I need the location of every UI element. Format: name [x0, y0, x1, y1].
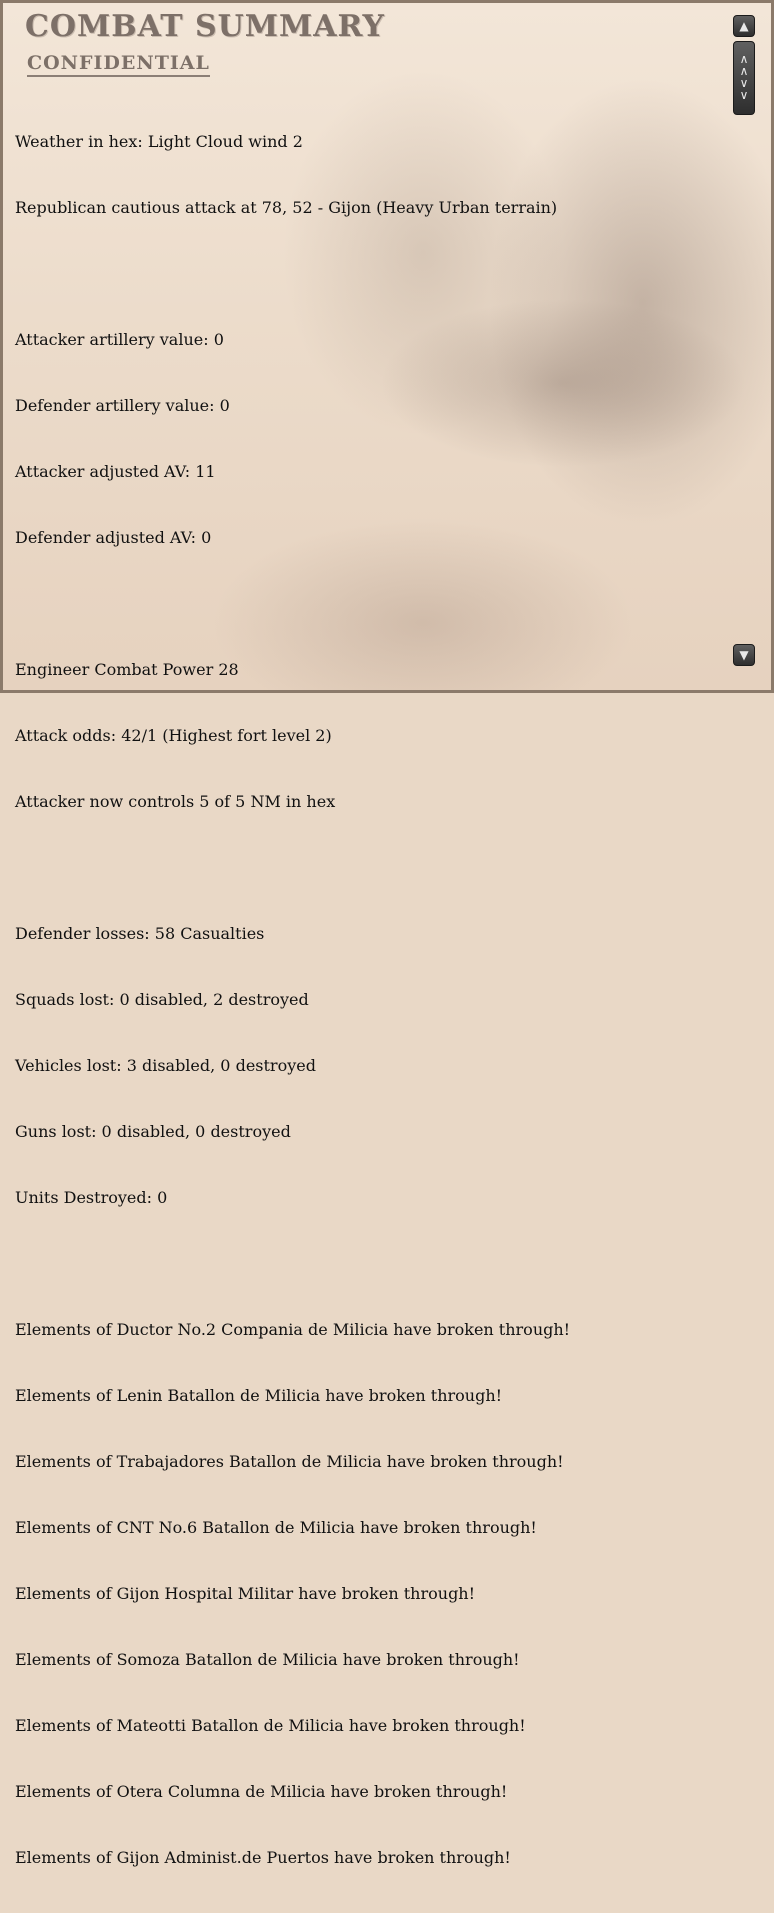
double-chevron-down-icon: ∨ — [739, 88, 749, 102]
report-line — [15, 857, 725, 879]
report-line: Units Destroyed: 0 — [15, 1188, 168, 1207]
report-line — [15, 593, 725, 615]
page-title: COMBAT SUMMARY — [25, 9, 385, 44]
report-line: Elements of Mateotti Batallon de Milicia have broken through! — [15, 1716, 526, 1735]
report-line: Vehicles lost: 3 disabled, 0 destroyed — [15, 1056, 316, 1075]
report-line: Elements of Gijon Hospital Militar have broken through! — [15, 1584, 476, 1603]
report-line: Engineer Combat Power 28 — [15, 660, 239, 679]
report-line: Defender adjusted AV: 0 — [15, 528, 212, 547]
report-line: Attacker now controls 5 of 5 NM in hex — [15, 792, 336, 811]
report-line: Guns lost: 0 disabled, 0 destroyed — [15, 1122, 291, 1141]
report-line: Elements of Trabajadores Batallon de Milicia have broken through! — [15, 1452, 564, 1471]
scroll-top-button[interactable] — [733, 15, 755, 37]
report-line: Republican cautious attack at 78, 52 - Gijon (Heavy Urban terrain) — [15, 198, 558, 217]
chevron-down-icon: ▼ — [739, 648, 749, 662]
double-chevron-up-icon: ∧ — [739, 64, 749, 78]
page-subtitle: CONFIDENTIAL — [27, 52, 210, 77]
scroll-page-up-button[interactable] — [733, 41, 755, 115]
combat-report-log — [15, 87, 725, 1913]
report-line — [15, 1253, 725, 1275]
report-line: Weather in hex: Light Cloud wind 2 — [15, 132, 303, 151]
report-line: Elements of Lenin Batallon de Milicia have broken through! — [15, 1386, 503, 1405]
chevron-up-icon: ▲ — [739, 19, 749, 33]
double-chevron-up-icon: ∧ — [739, 52, 749, 66]
report-line: Elements of Gijon Administ.de Puertos have broken through! — [15, 1848, 511, 1867]
report-line: Elements of CNT No.6 Batallon de Milicia have broken through! — [15, 1518, 537, 1537]
double-chevron-down-icon: ∨ — [739, 76, 749, 90]
report-line: Attacker artillery value: 0 — [15, 330, 224, 349]
report-line: Elements of Ductor No.2 Compania de Milicia have broken through! — [15, 1320, 571, 1339]
report-line: Attack odds: 42/1 (Highest fort level 2) — [15, 726, 332, 745]
report-line: Elements of Otera Columna de Milicia have broken through! — [15, 1782, 508, 1801]
report-line: Defender losses: 58 Casualties — [15, 924, 265, 943]
report-line: Defender artillery value: 0 — [15, 396, 230, 415]
report-line: Squads lost: 0 disabled, 2 destroyed — [15, 990, 309, 1009]
report-line: Elements of Somoza Batallon de Milicia have broken through! — [15, 1650, 520, 1669]
report-line: Attacker adjusted AV: 11 — [15, 462, 216, 481]
scroll-down-button[interactable] — [733, 644, 755, 666]
report-line — [15, 263, 725, 285]
